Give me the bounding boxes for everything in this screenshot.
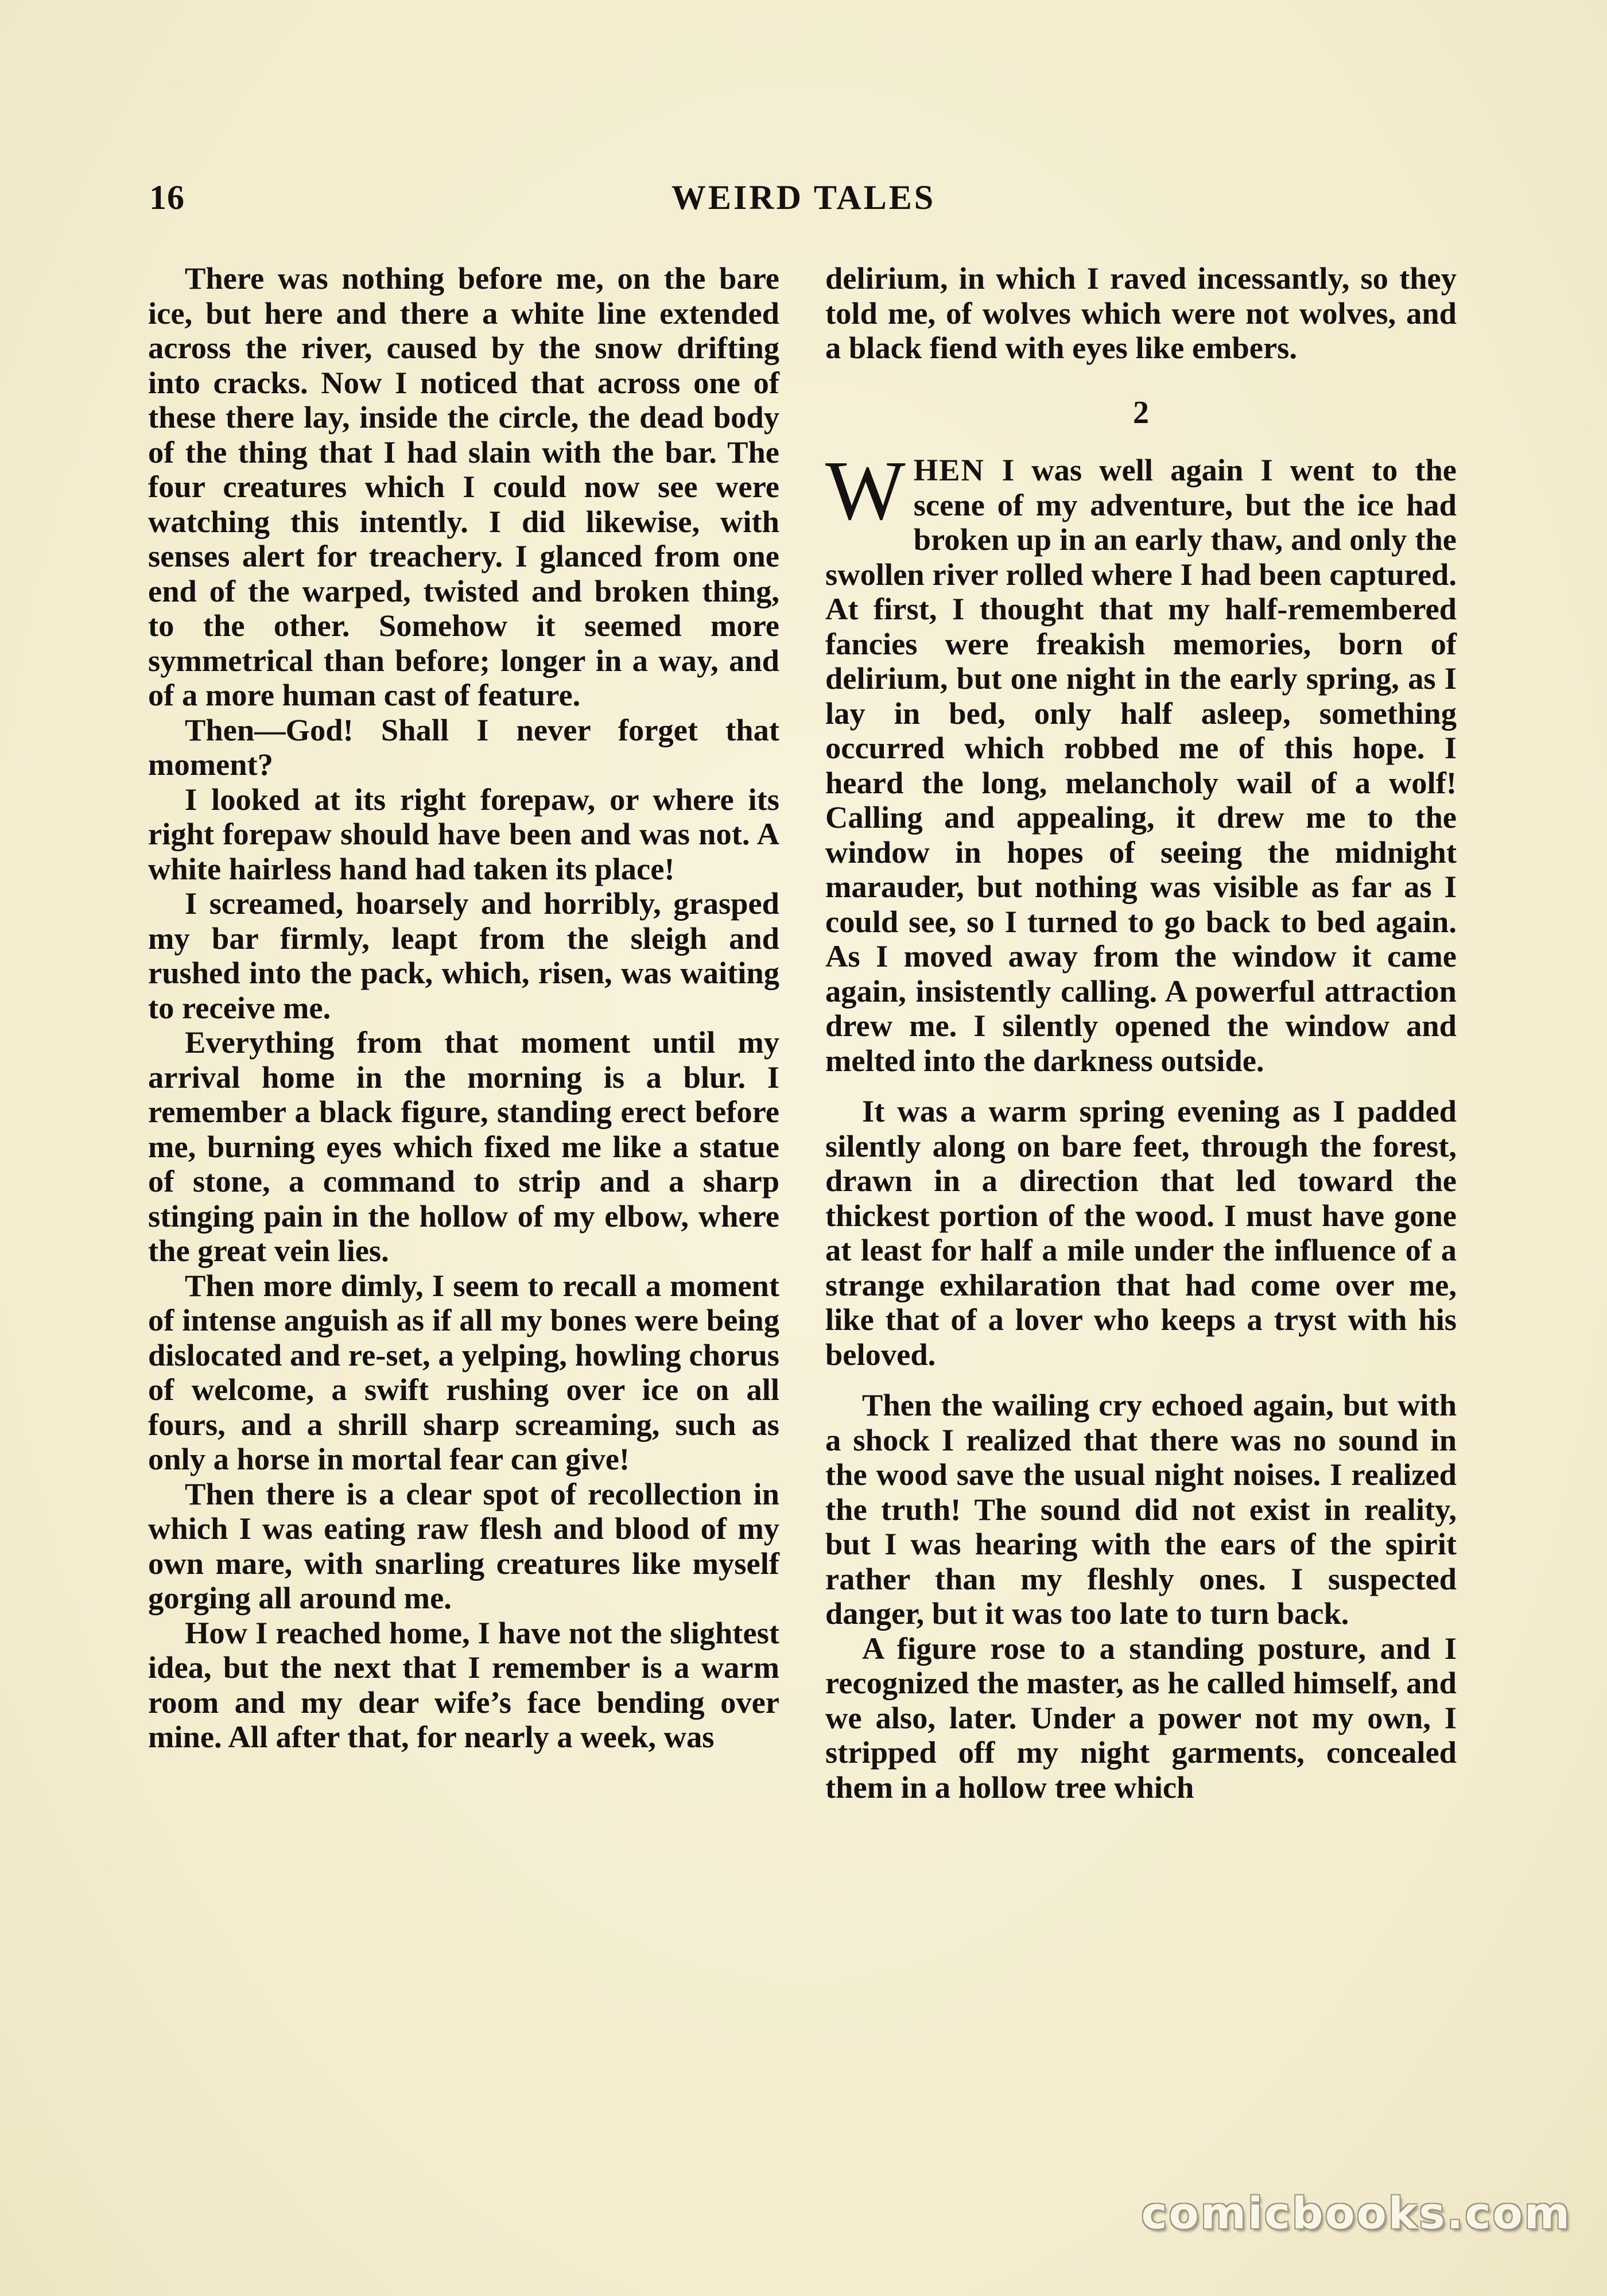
paragraph: A figure rose to a standing posture, and I recognized the master, as he called himself, and we also, later. Under a power not my own, I stripped off my night garments, concealed them in a hollow tree which [825,1630,1457,1805]
opening-word: HEN [913,452,985,487]
left-column [148,261,779,2132]
section-opening-paragraph [825,444,1457,1078]
drop-cap: W [825,444,906,538]
paragraph: I looked at its right forepaw, or where its right forepaw should have been and was not. A white hairless hand had taken its place! [148,781,779,886]
paragraph: I screamed, hoarsely and horribly, grasped my bar firmly, leapt from the sleigh and rushed into the pack, which, risen, was waiting to receive me. [148,886,779,1025]
continued-paragraph: delirium, in which I raved incessantly, so they told me, of wolves which were not wolves, and a black fiend with eyes like embers. [825,261,1457,365]
running-title: WEIRD TALES [671,179,936,216]
paragraph: Then there is a clear spot of recollection in which I was eating raw flesh and blood of my own mare, with snarling creatures like myself gorging all around me. [148,1476,779,1615]
page-header [143,172,1464,224]
paragraph: Then—God! Shall I never forget that moment? [148,712,779,782]
watermark-logo: comicbooks.com [1141,2188,1571,2239]
paragraph: There was nothing before me, on the bare ice, but here and there a white line extended across the river, caused by the snow drifting into cracks. Now I noticed that across one of these there lay, inside the circle, the dead body of the thing that I had slain with the bar. The four creatures which I could now see were watching this intently. I did likewise, with senses alert for treachery. I glanced from one end of the warped, twisted and broken thing, to the other. Somehow it seemed more symmetrical than before; longer in a way, and of a more human cast of feature. [148,261,779,712]
paragraph-gap [825,1078,1457,1094]
paragraph: How I reached home, I have not the slightest idea, but the next that I remember is a warm room and my dear wife’s face bending over mine. All after that, for nearly a week, was [148,1615,779,1754]
paragraph: Then more dimly, I seem to recall a moment of intense anguish as if all my bones were being dislocated and re-set, a yelping, howling chorus of welcome, a swift rushing over ice on all fours, and a shrill sharp screaming, such as only a horse in mortal fear can give! [148,1267,779,1476]
page-number: 16 [149,179,185,216]
paragraph: Then the wailing cry echoed again, but with a shock I realized that there was no sound in the wood save the usual night noises. I realized the truth! The sound did not exist in reality, but I was hearing with the ears of the spirit rather than my fleshly ones. I suspected danger, but it was too late to turn back. [825,1387,1457,1631]
right-column [825,261,1457,2132]
paragraph: It was a warm spring evening as I padded silently along on bare feet, through the forest, drawn in a direction that led toward the thickest portion of the wood. I must have gone at least for half a mile under the influence of a strange exhilaration that had come over me, like that of a lover who keeps a tryst with his beloved. [825,1093,1457,1372]
section-number: 2 [1133,394,1149,430]
opening-text: I was well again I went to the scene of my adventure, but the ice had broken up in an early thaw, and only the swollen river rolled where I had been captured. At first, I thought that my half-remembered fancies were freakish memories, born of delirium, but one night in the early spring, as I lay in bed, only half asleep, something occurred which robbed me of this hope. I heard the long, melancholy wail of a wolf! Calling and appealing, it drew me to the window in hopes of seeing the midnight marauder, but nothing was visible as far as I could see, so I turned to go back to bed again. As I moved away from the window it came again, insistently calling. A powerful attraction drew me. I silently opened the window and melted into the darkness outside. [825,452,1457,1078]
paragraph-gap [825,1372,1457,1388]
paragraph: Everything from that moment until my arrival home in the morning is a blur. I remember a black figure, standing erect before me, burning eyes which fixed me like a statue of stone, a command to strip and a sharp stinging pain in the hollow of my elbow, where the great vein lies. [148,1025,779,1268]
